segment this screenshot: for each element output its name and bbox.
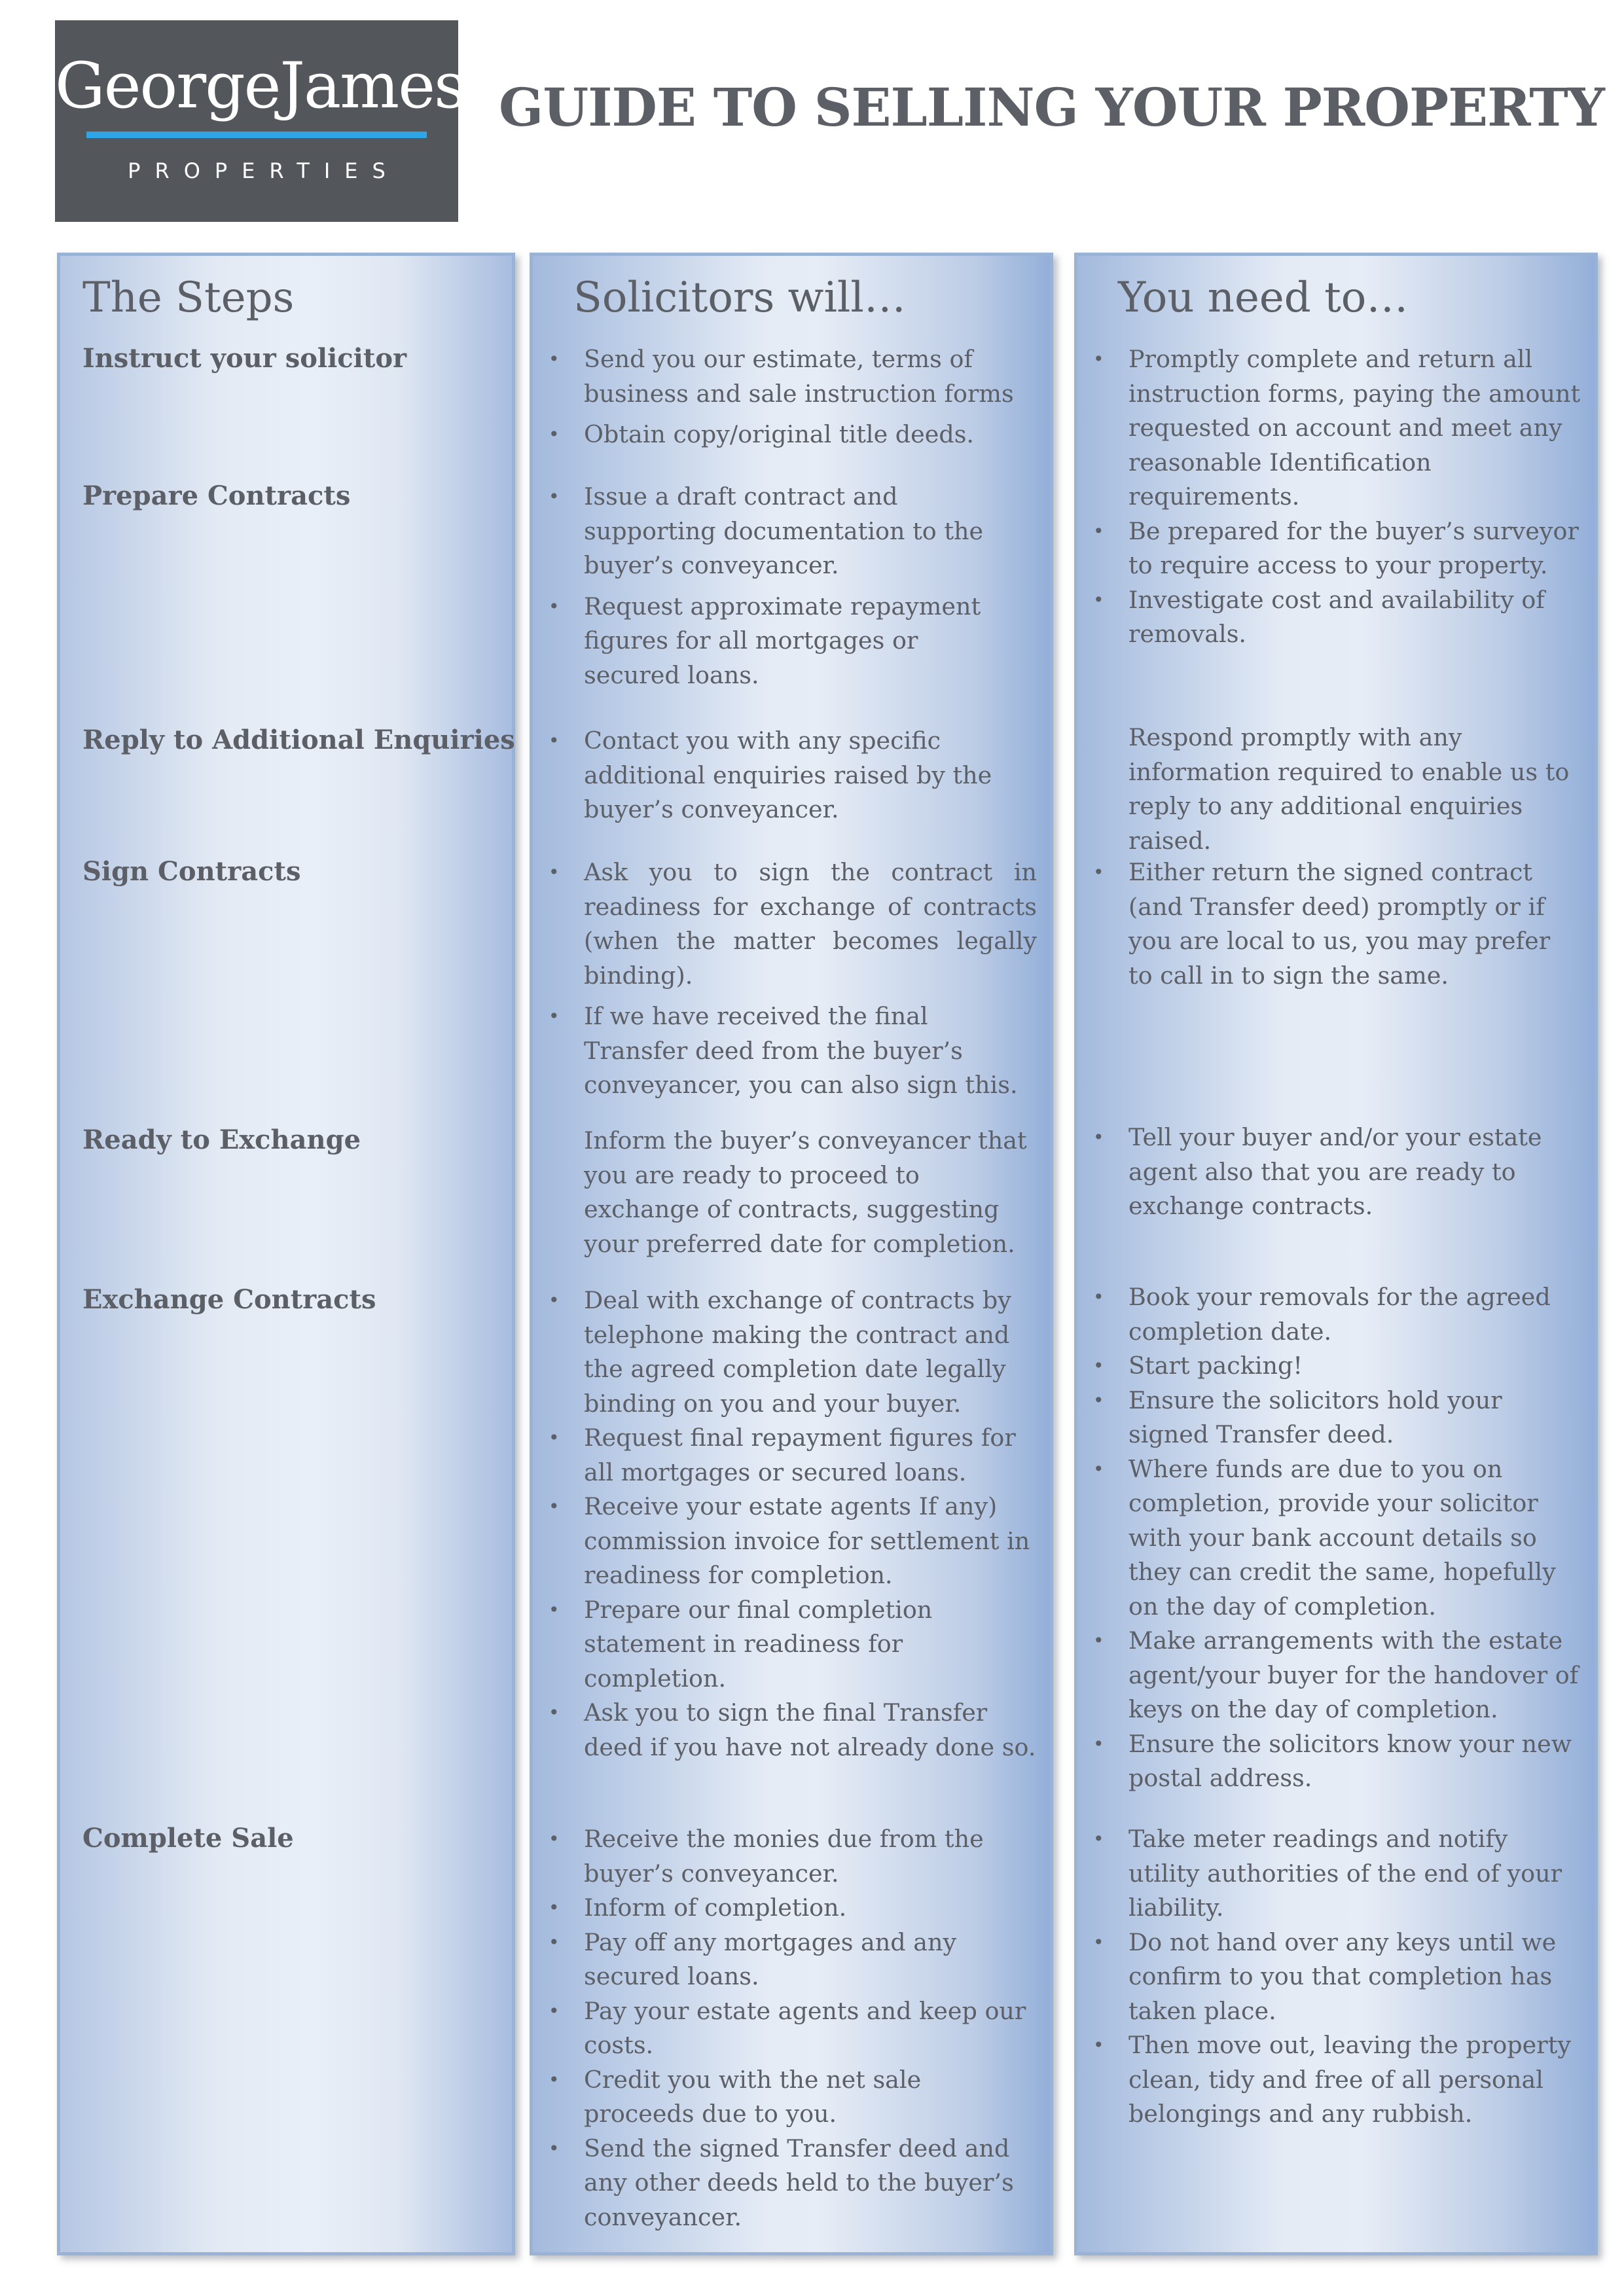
solicitors-prepare bbox=[533, 480, 1017, 692]
list-item: • Be prepared for the buyer’s surveyor to require access to your property. bbox=[1077, 514, 1591, 583]
you-complete bbox=[1077, 1822, 1581, 2132]
step-exchange: Exchange Contracts bbox=[82, 1284, 376, 1315]
list-item: • Credit you with the net sale proceeds due to you. bbox=[533, 2063, 1030, 2132]
solicitors-sign bbox=[533, 855, 1037, 1103]
logo-subtitle: PROPERTIES bbox=[128, 158, 400, 183]
list-item: • Inform of completion. bbox=[533, 1891, 1030, 1926]
paragraph: Inform the buyer’s conveyancer that you are ready to proceed to exchange of contracts, suggesting your preferred date for completion. bbox=[584, 1126, 1027, 1258]
steps-column bbox=[57, 253, 515, 2255]
list-item: • Contact you with any specific additional enquiries raised by the buyer’s conveyancer. bbox=[533, 724, 1017, 827]
list-item: • Ask you to sign the contract in readiness for exchange of contracts (when the matter becomes legally binding). bbox=[533, 855, 1037, 993]
list-item: • Prepare our final completion statement in readiness for completion. bbox=[533, 1593, 1040, 1696]
list-item: • Issue a draft contract and supporting documentation to the buyer’s conveyancer. bbox=[533, 480, 1017, 583]
logo-rule bbox=[86, 132, 427, 138]
logo-name: GeorgeJames bbox=[55, 49, 465, 122]
solicitors-exchange bbox=[533, 1283, 1040, 1765]
list-item: • Tell your buyer and/or your estate agent also that you are ready to exchange contracts. bbox=[1077, 1121, 1549, 1224]
company-logo bbox=[55, 20, 465, 222]
step-complete: Complete Sale bbox=[82, 1823, 294, 1854]
list-item: • Start packing! bbox=[1077, 1349, 1588, 1384]
you-column bbox=[1074, 253, 1598, 2255]
solicitors-complete bbox=[533, 1822, 1030, 2234]
you-ready bbox=[1077, 1121, 1549, 1224]
list-item: • Obtain copy/original title deeds. bbox=[533, 418, 1030, 452]
list-item: • Book your removals for the agreed completion date. bbox=[1077, 1280, 1588, 1349]
list-item: • Deal with exchange of contracts by telephone making the contract and the agreed completion date legally binding on you and your buyer. bbox=[533, 1283, 1040, 1421]
list-item: • Ensure the solicitors know your new postal address. bbox=[1077, 1727, 1588, 1796]
page-title: GUIDE TO SELLING YOUR PROPERTY bbox=[499, 77, 1604, 138]
solicitors-reply bbox=[533, 724, 1017, 827]
list-item: • Then move out, leaving the property clean, tidy and free of all personal belongings and any rubbish. bbox=[1077, 2028, 1581, 2132]
list-item: • Investigate cost and availability of removals. bbox=[1077, 583, 1591, 652]
step-ready: Ready to Exchange bbox=[82, 1124, 361, 1155]
list-item: • Request final repayment figures for all mortgages or secured loans. bbox=[533, 1421, 1040, 1490]
solicitors-header: Solicitors will… bbox=[573, 274, 906, 322]
list-item: • Request approximate repayment figures for all mortgages or secured loans. bbox=[533, 590, 1017, 693]
list-item: • Pay your estate agents and keep our costs. bbox=[533, 1994, 1030, 2063]
step-sign: Sign Contracts bbox=[82, 856, 301, 887]
list-item: • Receive the monies due from the buyer’s conveyancer. bbox=[533, 1822, 1030, 1891]
list-item: • If we have received the final Transfer deed from the buyer’s conveyancer, you can also sign this. bbox=[533, 999, 1037, 1103]
list-item: • Pay off any mortgages and any secured loans. bbox=[533, 1926, 1030, 1994]
you-exchange bbox=[1077, 1280, 1588, 1796]
list-item: • Do not hand over any keys until we confirm to you that completion has taken place. bbox=[1077, 1926, 1581, 2029]
step-prepare: Prepare Contracts bbox=[82, 480, 351, 511]
steps-header: The Steps bbox=[82, 274, 295, 322]
list-item: • Either return the signed contract (and Transfer deed) promptly or if you are local to us, you may prefer to call in to sign the same. bbox=[1077, 855, 1581, 993]
step-instruct: Instruct your solicitor bbox=[82, 343, 407, 374]
solicitors-column bbox=[530, 253, 1053, 2255]
list-item: • Ensure the solicitors hold your signed Transfer deed. bbox=[1077, 1384, 1588, 1452]
list-item: • Send the signed Transfer deed and any other deeds held to the buyer’s conveyancer. bbox=[533, 2132, 1030, 2235]
you-instruct bbox=[1077, 342, 1591, 652]
list-item: • Take meter readings and notify utility authorities of the end of your liability. bbox=[1077, 1822, 1581, 1926]
list-item: • Ask you to sign the final Transfer deed if you have not already done so. bbox=[533, 1696, 1040, 1765]
solicitors-instruct bbox=[533, 342, 1030, 452]
step-reply: Reply to Additional Enquiries bbox=[82, 725, 515, 755]
list-item: • Receive your estate agents If any) commission invoice for settlement in readiness for completion. bbox=[533, 1490, 1040, 1593]
solicitors-ready bbox=[533, 1124, 1037, 1261]
you-reply bbox=[1077, 721, 1591, 858]
paragraph: Respond promptly with any information required to enable us to reply to any additional enquiries raised. bbox=[1128, 723, 1570, 855]
you-sign bbox=[1077, 855, 1581, 993]
list-item: • Promptly complete and return all instruction forms, paying the amount requested on account and meet any reasonable Identification requirements. bbox=[1077, 342, 1591, 514]
list-item: • Send you our estimate, terms of business and sale instruction forms bbox=[533, 342, 1030, 411]
you-header: You need to… bbox=[1118, 274, 1409, 322]
list-item: • Make arrangements with the estate agent/your buyer for the handover of keys on the day of completion. bbox=[1077, 1624, 1588, 1727]
list-item: • Where funds are due to you on completion, provide your solicitor with your bank account details so they can credit the same, hopefully on the day of completion. bbox=[1077, 1452, 1588, 1624]
